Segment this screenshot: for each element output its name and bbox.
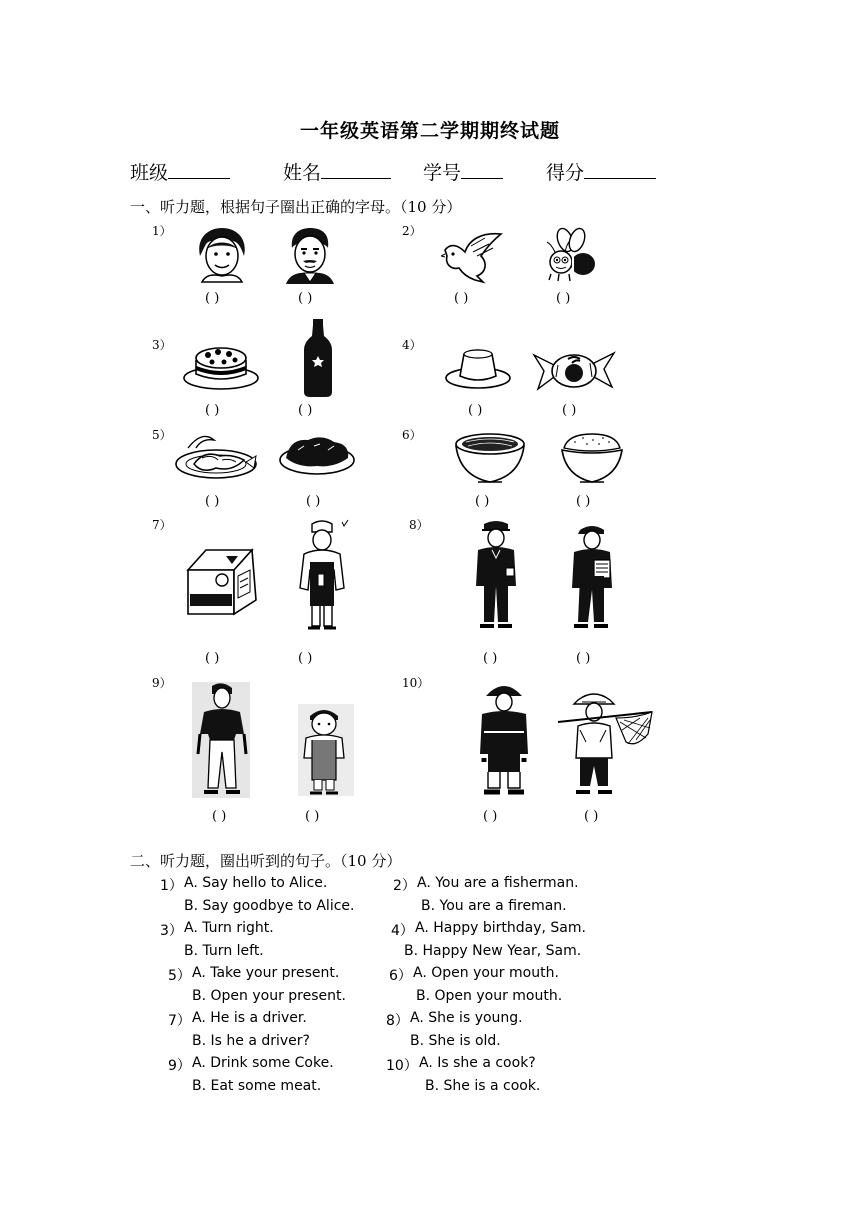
sentence-option-b[interactable]: B. Say goodbye to Alice. [184, 898, 355, 914]
item-number: 3） [152, 338, 172, 352]
jelly-picture [444, 346, 512, 390]
sentence-number: 2） [393, 878, 416, 894]
bird-picture [441, 228, 507, 286]
sentence-option-b[interactable]: B. Open your mouth. [416, 988, 563, 1004]
woman-face-picture [194, 226, 250, 284]
sentence-option-a[interactable]: A. Drink some Coke. [192, 1055, 334, 1071]
sentence-option-b[interactable]: B. She is a cook. [425, 1078, 541, 1094]
fireman-picture [476, 680, 532, 800]
number-label: 学号 [423, 162, 462, 184]
milk-carton-picture [180, 544, 260, 618]
item-number: 9） [152, 676, 172, 690]
sentence-number: 1） [160, 878, 183, 894]
answer-bracket[interactable]: ( ) [468, 403, 483, 418]
cake-picture [182, 340, 260, 392]
sentence-option-a[interactable]: A. You are a fisherman. [417, 875, 579, 891]
answer-bracket[interactable]: ( ) [576, 651, 591, 666]
section1-heading: 一、听力题，根据句子圈出正确的字母。（10 分） [130, 198, 462, 216]
item-number: 5） [152, 428, 172, 442]
answer-bracket[interactable]: ( ) [205, 651, 220, 666]
sentence-option-b[interactable]: B. Eat some meat. [192, 1078, 322, 1094]
sentence-option-b[interactable]: B. Is he a driver? [192, 1033, 310, 1049]
sentence-option-a[interactable]: A. She is young. [410, 1010, 523, 1026]
name-blank[interactable] [321, 158, 391, 179]
section2-heading: 二、听力题，圈出听到的句子。（10 分） [130, 852, 402, 870]
postman-picture [566, 522, 618, 632]
bee-picture [543, 226, 599, 284]
man-face-picture [284, 226, 336, 284]
page-title: 一年级英语第二学期期终试题 [299, 120, 560, 142]
answer-bracket[interactable]: ( ) [306, 494, 321, 509]
item-number: 1） [152, 224, 172, 238]
policeman-picture [472, 518, 520, 632]
answer-bracket[interactable]: ( ) [584, 809, 599, 824]
sentence-option-a[interactable]: A. Happy birthday, Sam. [415, 920, 586, 936]
answer-bracket[interactable]: ( ) [305, 809, 320, 824]
sentence-number: 6） [389, 968, 412, 984]
answer-bracket[interactable]: ( ) [205, 494, 220, 509]
sentence-number: 8） [386, 1013, 409, 1029]
sentence-option-b[interactable]: B. Happy New Year, Sam. [404, 943, 582, 959]
answer-bracket[interactable]: ( ) [562, 403, 577, 418]
cook-picture [296, 518, 350, 634]
item-number: 10） [402, 676, 430, 690]
answer-bracket[interactable]: ( ) [298, 291, 313, 306]
answer-bracket[interactable]: ( ) [298, 403, 313, 418]
item-number: 6） [402, 428, 422, 442]
score-field [546, 158, 656, 185]
item-number: 4） [402, 338, 422, 352]
sentence-number: 7） [168, 1013, 191, 1029]
name-label: 姓名 [283, 162, 322, 184]
cola-bottle-picture [300, 318, 336, 398]
answer-bracket[interactable]: ( ) [212, 809, 227, 824]
meat-plate-picture [278, 432, 356, 478]
boy-picture [298, 704, 354, 796]
number-field [423, 158, 503, 185]
sentence-option-a[interactable]: A. Say hello to Alice. [184, 875, 328, 891]
noodles-bowl-picture [452, 428, 528, 486]
sentence-option-a[interactable]: A. Open your mouth. [413, 965, 559, 981]
sentence-option-b[interactable]: B. Turn left. [184, 943, 264, 959]
sentence-option-b[interactable]: B. Open your present. [192, 988, 346, 1004]
class-label: 班级 [130, 162, 169, 184]
candy-picture [532, 345, 616, 395]
sentence-option-a[interactable]: A. Is she a cook? [419, 1055, 536, 1071]
name-field [283, 158, 391, 185]
sentence-number: 9） [168, 1058, 191, 1074]
class-blank[interactable] [168, 158, 230, 179]
sentence-number: 5） [168, 968, 191, 984]
man-picture [192, 682, 250, 798]
sentence-option-a[interactable]: A. Turn right. [184, 920, 274, 936]
sentence-number: 4） [391, 923, 414, 939]
sentence-option-a[interactable]: A. Take your present. [192, 965, 340, 981]
item-number: 2） [402, 224, 422, 238]
answer-bracket[interactable]: ( ) [475, 494, 490, 509]
rice-bowl-picture [558, 430, 626, 486]
score-label: 得分 [546, 162, 585, 184]
item-number: 8） [409, 518, 429, 532]
answer-bracket[interactable]: ( ) [205, 291, 220, 306]
number-blank[interactable] [461, 158, 503, 179]
score-blank[interactable] [584, 158, 656, 179]
sentence-option-b[interactable]: B. You are a fireman. [421, 898, 567, 914]
sentence-number: 3） [160, 923, 183, 939]
answer-bracket[interactable]: ( ) [454, 291, 469, 306]
answer-bracket[interactable]: ( ) [576, 494, 591, 509]
fish-plate-picture [172, 428, 262, 484]
answer-bracket[interactable]: ( ) [483, 651, 498, 666]
answer-bracket[interactable]: ( ) [298, 651, 313, 666]
fisherman-picture [556, 690, 656, 798]
answer-bracket[interactable]: ( ) [483, 809, 498, 824]
sentence-option-b[interactable]: B. She is old. [410, 1033, 501, 1049]
class-field [130, 158, 230, 185]
answer-bracket[interactable]: ( ) [205, 403, 220, 418]
sentence-number: 10） [386, 1058, 418, 1074]
sentence-option-a[interactable]: A. He is a driver. [192, 1010, 307, 1026]
answer-bracket[interactable]: ( ) [556, 291, 571, 306]
item-number: 7） [152, 518, 172, 532]
